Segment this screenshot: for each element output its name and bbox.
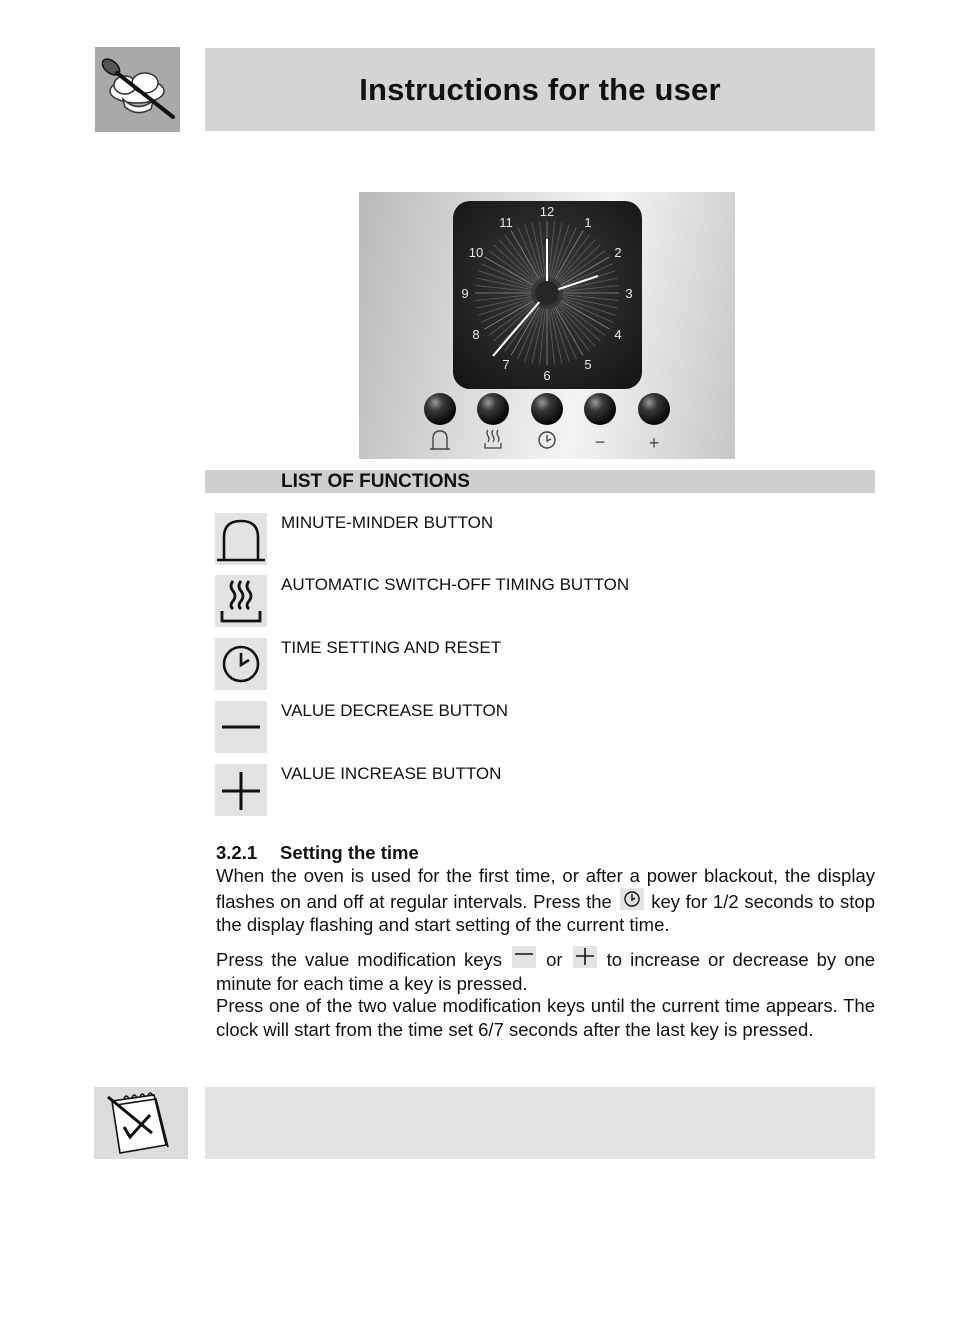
cooking-end-icon (215, 575, 267, 627)
dial-number: 7 (502, 357, 510, 373)
note-box (205, 1087, 875, 1159)
function-label: VALUE INCREASE BUTTON (281, 764, 502, 783)
clock-icon (215, 638, 267, 690)
knob-plus[interactable] (638, 393, 670, 425)
paragraph-text: to increase or decrease by one minute for each time a key is pressed. (216, 949, 876, 994)
function-row-minute-minder (215, 513, 875, 565)
paragraph-text: or (546, 949, 563, 970)
header-bar (205, 48, 875, 131)
section-title: Setting the time (280, 842, 419, 863)
knob-clock[interactable] (531, 393, 563, 425)
plus-icon (215, 764, 267, 816)
functions-title: LIST OF FUNCTIONS (281, 471, 470, 492)
paragraph-setting-time-1 (216, 864, 875, 937)
paragraph-setting-time-3: Press one of the two value modification keys until the current time appears. The clock will start from the time set 6/7 seconds after the last key is pressed. (216, 995, 875, 1040)
minus-icon (512, 946, 536, 968)
minus-icon (215, 701, 267, 753)
function-row-time-setting (215, 638, 875, 690)
plus-icon (573, 946, 597, 968)
function-row-auto-switch-off (215, 575, 875, 627)
timer-panel-illustration (359, 192, 735, 459)
section-number: 3.2.1 (216, 842, 258, 863)
paragraph-text: Press the value modification keys (216, 949, 503, 970)
dial-number: 6 (543, 368, 551, 383)
dial-number: 12 (539, 204, 555, 219)
plus-icon: + (648, 433, 660, 453)
dial-number: 1 (584, 214, 592, 230)
paragraph-text: When the oven is used for the first time, or after a power blackout, the display flashes on and off at regular intervals. Press the (216, 865, 875, 912)
knob-minus[interactable] (584, 393, 616, 425)
notepad-pencil-icon (94, 1087, 188, 1159)
function-label: MINUTE-MINDER BUTTON (281, 513, 494, 532)
chef-hat-spoon-icon (95, 47, 180, 132)
dial-number: 3 (625, 286, 633, 301)
paragraph-setting-time-2 (216, 946, 875, 995)
dial-number: 4 (614, 327, 622, 342)
function-label: AUTOMATIC SWITCH-OFF TIMING BUTTON (281, 575, 630, 594)
clock-icon (620, 888, 644, 910)
dial-number: 10 (468, 245, 484, 260)
knob-bell[interactable] (424, 393, 456, 425)
dial-number: 9 (461, 286, 469, 301)
timer-panel-svg (359, 192, 735, 459)
dial-number: 8 (472, 327, 480, 342)
clock-center-hub (535, 281, 559, 305)
cooking-end-icon (485, 430, 501, 448)
functions-header-bar (205, 470, 875, 493)
section-heading (216, 842, 419, 864)
bell-icon (430, 431, 450, 449)
page-title: Instructions for the user (359, 71, 721, 107)
dial-number: 11 (499, 214, 513, 230)
minus-icon: − (594, 432, 606, 452)
clock-icon (539, 432, 555, 448)
function-label: TIME SETTING AND RESET (281, 638, 502, 657)
function-label: VALUE DECREASE BUTTON (281, 701, 509, 720)
knob-cooking-end[interactable] (477, 393, 509, 425)
function-row-value-decrease (215, 701, 875, 753)
paragraph-text: key for 1/2 seconds to stop the display flashing and start setting of the current time. (216, 890, 875, 935)
dial-number: 2 (614, 245, 622, 260)
dial-number: 5 (584, 357, 592, 373)
function-row-value-increase (215, 764, 875, 816)
bell-icon (215, 513, 267, 565)
